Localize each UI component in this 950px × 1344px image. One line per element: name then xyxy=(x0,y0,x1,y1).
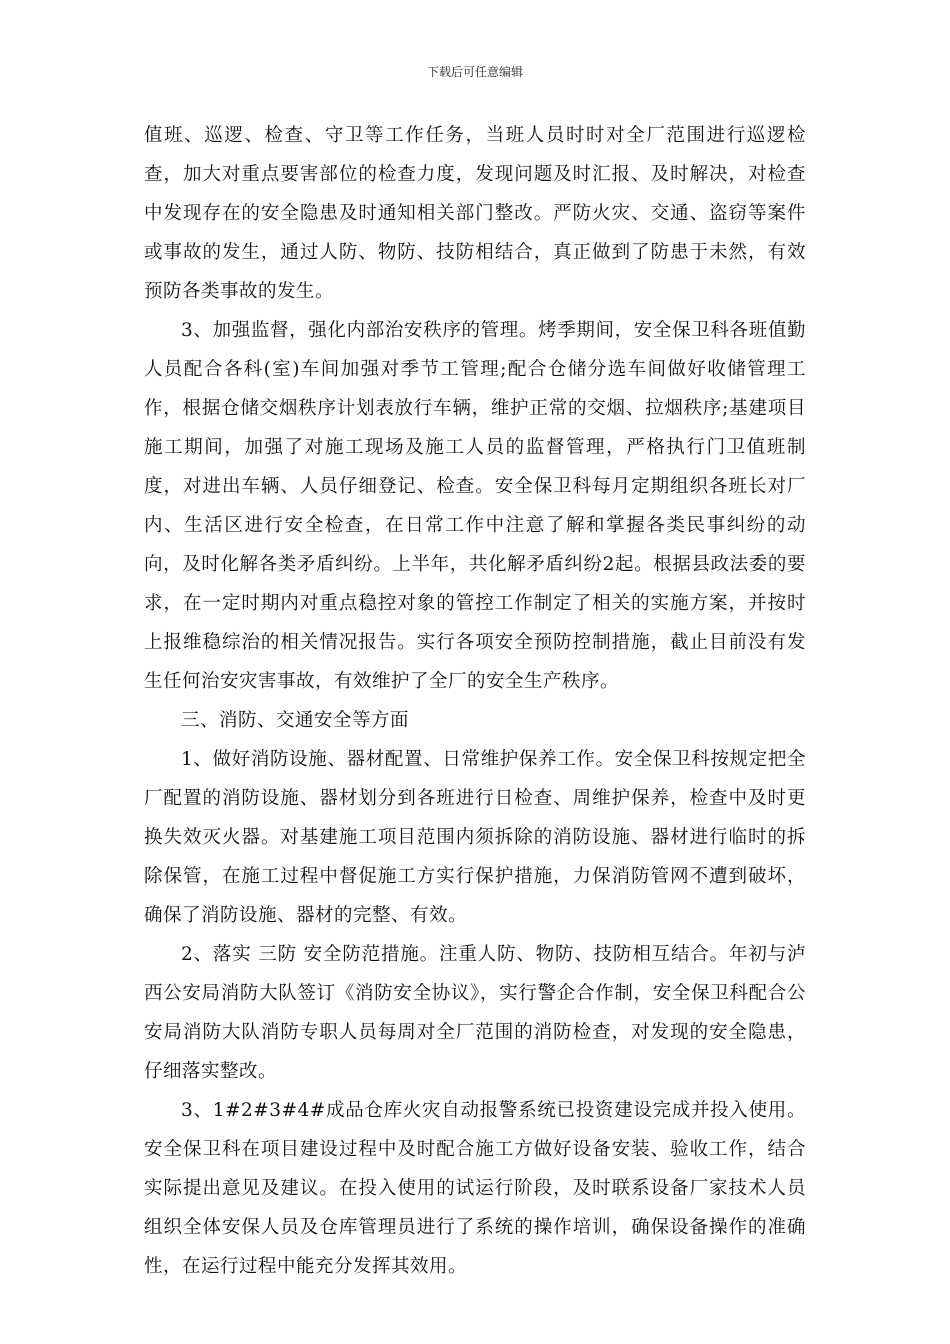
document-body xyxy=(144,116,806,1286)
paragraph-6: 3、1#2#3#4#成品仓库火灾自动报警系统已投资建设完成并投入使用。安全保卫科在项目建设过程中及时配合施工方做好设备安装、验收工作，结合实际提出意见及建议。在投入使用的试运行阶段，及时联系设备厂家技术人员组织全体安保人员及仓库管理员进行了系统的操作培训，确保设备操作的准确性，在运行过程中能充分发挥其效用。 xyxy=(144,1100,806,1277)
paragraph-2: 3、加强监督，强化内部治安秩序的管理。烤季期间，安全保卫科各班值勤人员配合各科(室)车间加强对季节工管理;配合仓储分选车间做好收储管理工作，根据仓储交烟秩序计划表放行车辆，维护正常的交烟、拉烟秩序;基建项目施工期间，加强了对施工现场及施工人员的监督管理，严格执行门卫值班制度，对进出车辆、人员仔细登记、检查。安全保卫科每月定期组织各班长对厂内、生活区进行安全检查，在日常工作中注意了解和掌握各类民事纠纷的动向，及时化解各类矛盾纠纷。上半年，共化解矛盾纠纷2起。根据县政法委的要求，在一定时期内对重点稳控对象的管控工作制定了相关的实施方案，并按时上报维稳综治的相关情况报告。实行各项安全预防控制措施，截止目前没有发生任何治安灾害事故，有效维护了全厂的安全生产秩序。 xyxy=(144,320,806,692)
paragraph-5: 2、落实 三防 安全防范措施。注重人防、物防、技防相互结合。年初与泸西公安局消防大队签订《消防安全协议》，实行警企合作制，安全保卫科配合公安局消防大队消防专职人员每周对全厂范围的消防检查，对发现的安全隐患，仔细落实整改。 xyxy=(144,944,806,1082)
paragraph-4: 1、做好消防设施、器材配置、日常维护保养工作。安全保卫科按规定把全厂配置的消防设施、器材划分到各班进行日检查、周维护保养，检查中及时更换失效灭火器。对基建施工项目范围内须拆除的消防设施、器材进行临时的拆除保管，在施工过程中督促施工方实行保护措施，力保消防管网不遭到破坏，确保了消防设施、器材的完整、有效。 xyxy=(144,749,806,926)
paragraph-1: 值班、巡逻、检查、守卫等工作任务，当班人员时时对全厂范围进行巡逻检查，加大对重点要害部位的检查力度，发现问题及时汇报、及时解决，对检查中发现存在的安全隐患及时通知相关部门整改。严防火灾、交通、盗窃等案件或事故的发生，通过人防、物防、技防相结合，真正做到了防患于未然，有效预防各类事故的发生。 xyxy=(144,125,806,302)
section-heading: 三、消防、交通安全等方面 xyxy=(181,710,410,731)
page-header: 下载后可任意编辑 xyxy=(426,65,523,79)
